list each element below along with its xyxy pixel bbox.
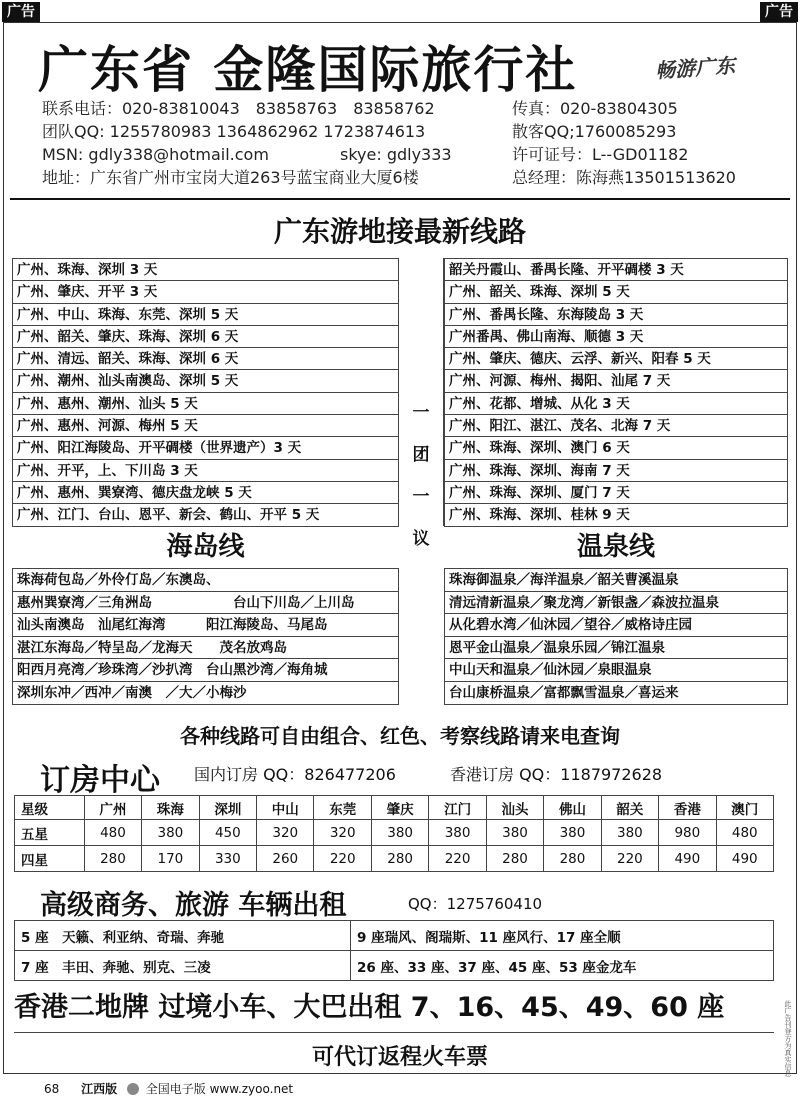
route-item: 广州、潮州、汕头南澳岛、深圳 5 天	[13, 370, 398, 392]
edition: 江西版	[81, 1082, 118, 1096]
train-ticket-note: 可代订返程火车票	[311, 1045, 488, 1070]
hotspring-item: 中山天和温泉／仙沐园／泉眼温泉	[445, 659, 787, 682]
route-item: 广州、清远、韶关、珠海、深圳 6 天	[13, 348, 398, 370]
route-item: 广州、花都、增城、从化 3 天	[445, 393, 787, 415]
fax: 传真：020-83804305	[512, 99, 678, 118]
table-cell: 220	[429, 846, 486, 872]
table-cell: 220	[314, 846, 371, 872]
route-item: 广州、开平，上、下川岛 3 天	[13, 460, 398, 482]
routes-right	[444, 258, 788, 527]
table-cell: 280	[84, 846, 141, 872]
island-item: 惠州巽寮湾／三角洲岛 台山下川岛／上川岛	[13, 592, 398, 615]
table-header: 中山	[257, 796, 314, 820]
table-cell: 480	[716, 820, 773, 846]
hotel-price-table	[14, 795, 774, 872]
hk-hotel-qq: 香港订房 QQ：1187972628	[450, 765, 663, 784]
table-header: 汕头	[486, 796, 543, 820]
table-cell: 450	[199, 820, 256, 846]
table-header: 香港	[659, 796, 716, 820]
table-cell: 380	[486, 820, 543, 846]
car-rental-table	[14, 920, 774, 981]
route-item: 广州、江门、台山、恩平、新会、鹤山、开平 5 天	[13, 504, 398, 526]
island-item: 深圳东冲／西冲／南澳 ／大／小梅沙	[13, 682, 398, 705]
table-cell: 7 座 丰田、奔驰、别克、三凌	[15, 951, 351, 981]
route-item: 广州、番禺长隆、东海陵岛 3 天	[445, 304, 787, 326]
table-header-row	[15, 796, 774, 820]
page-number: 68	[44, 1082, 60, 1096]
table-row	[15, 820, 774, 846]
table-cell: 490	[716, 846, 773, 872]
hotspring-item: 珠海御温泉／海洋温泉／韶关曹溪温泉	[445, 569, 787, 592]
team-qq: 团队QQ: 1255780983 1364862962 1723874613	[42, 122, 426, 141]
islands-title: 海岛线	[166, 532, 245, 562]
ad-tag-left: 广告	[2, 2, 40, 22]
table-header: 肇庆	[371, 796, 428, 820]
islands-list	[12, 568, 399, 705]
side-note: 此广告刊登方为真实信息	[784, 1000, 792, 1077]
header-divider	[10, 198, 790, 200]
hotsprings-title: 温泉线	[576, 532, 655, 562]
island-item: 珠海荷包岛／外伶仃岛／东澳岛、	[13, 569, 398, 592]
hotspring-item: 清远清新温泉／聚龙湾／新银盏／森波拉温泉	[445, 592, 787, 615]
middle-char: 议	[412, 529, 430, 549]
car-rental-qq: QQ：1275760410	[408, 895, 543, 913]
route-item: 广州、中山、珠海、东莞、深圳 5 天	[13, 304, 398, 326]
middle-char: 一	[412, 487, 430, 507]
route-item: 广州、惠州、潮州、汕头 5 天	[13, 393, 398, 415]
table-cell: 490	[659, 846, 716, 872]
table-cell: 260	[257, 846, 314, 872]
domestic-hotel-qq: 国内订房 QQ：826477206	[194, 765, 396, 784]
table-cell: 26 座、33 座、37 座、45 座、53 座金龙车	[351, 951, 774, 981]
address: 地址：广东省广州市宝岗大道263号蓝宝商业大厦6楼	[42, 168, 419, 187]
route-item: 广州、韶关、珠海、深圳 5 天	[445, 281, 787, 303]
table-cell: 480	[84, 820, 141, 846]
hotsprings-list	[444, 568, 788, 705]
table-header: 珠海	[142, 796, 199, 820]
agency-title: 广东省 金隆国际旅行社	[38, 41, 578, 99]
skype: skye: gdly333	[340, 145, 452, 164]
hotspring-item: 从化碧水湾／仙沐园／望谷／威格诗庄园	[445, 614, 787, 637]
table-cell: 320	[314, 820, 371, 846]
table-cell: 280	[486, 846, 543, 872]
routes-title: 广东游地接最新线路	[273, 215, 526, 248]
table-cell: 5 座 天籁、利亚纳、奇瑞、奔驰	[15, 921, 351, 951]
table-header: 江门	[429, 796, 486, 820]
island-item: 湛江东海岛／特呈岛／龙海天 茂名放鸡岛	[13, 637, 398, 660]
island-item: 汕头南澳岛 汕尾红海湾 阳江海陵岛、马尾岛	[13, 614, 398, 637]
middle-char: 团	[412, 445, 430, 465]
publisher-logo-icon	[127, 1083, 139, 1095]
hk-plate-rental: 香港二地牌 过境小车、大巴出租 7、16、45、49、60 座	[14, 992, 725, 1023]
route-item: 广州、韶关、肇庆、珠海、深圳 6 天	[13, 326, 398, 348]
table-cell: 380	[429, 820, 486, 846]
route-item: 广州、珠海、深圳、海南 7 天	[445, 460, 787, 482]
table-cell: 五星	[15, 820, 85, 846]
table-header: 澳门	[716, 796, 773, 820]
routes-left	[12, 258, 399, 527]
slogan: 畅游广东	[654, 53, 736, 83]
hotspring-item: 台山康桥温泉／富都飘雪温泉／喜运来	[445, 682, 787, 705]
route-item: 广州、惠州、河源、梅州 5 天	[13, 415, 398, 437]
single-qq: 散客QQ;1760085293	[512, 122, 677, 141]
table-cell: 四星	[15, 846, 85, 872]
island-item: 阳西月亮湾／珍珠湾／沙扒湾 台山黑沙湾／海角城	[13, 659, 398, 682]
table-header: 佛山	[544, 796, 601, 820]
table-cell: 9 座瑞风、阁瑞斯、11 座风行、17 座全顺	[351, 921, 774, 951]
bottom-divider	[14, 1032, 774, 1033]
table-cell: 220	[601, 846, 658, 872]
table-header: 东莞	[314, 796, 371, 820]
table-cell: 980	[659, 820, 716, 846]
middle-char: 一	[412, 403, 430, 423]
route-item: 广州、惠州、巽寮湾、德庆盘龙峡 5 天	[13, 482, 398, 504]
route-item: 广州、肇庆、德庆、云浮、新兴、阳春 5 天	[445, 348, 787, 370]
phone: 联系电话：020-83810043 83858763 83858762	[42, 99, 435, 118]
table-cell: 320	[257, 820, 314, 846]
license: 许可证号：L--GD01182	[512, 145, 689, 164]
table-cell: 280	[544, 846, 601, 872]
route-item: 广州、河源、梅州、揭阳、汕尾 7 天	[445, 370, 787, 392]
route-item: 广州、珠海、深圳 3 天	[13, 259, 398, 281]
car-rental-title: 高级商务、旅游 车辆出租	[40, 890, 347, 921]
table-cell: 380	[601, 820, 658, 846]
manager: 总经理：陈海燕13501513620	[512, 168, 736, 187]
group-negotiable-column	[398, 258, 444, 549]
website: 全国电子版 www.zyoo.net	[145, 1082, 294, 1096]
route-item: 广州番禺、佛山南海、顺德 3 天	[445, 326, 787, 348]
ad-tag-right: 广告	[760, 2, 798, 22]
table-row	[15, 846, 774, 872]
table-cell: 380	[544, 820, 601, 846]
table-row	[15, 951, 774, 981]
hotspring-item: 恩平金山温泉／温泉乐园／锦江温泉	[445, 637, 787, 660]
route-item: 广州、珠海、深圳、厦门 7 天	[445, 482, 787, 504]
route-item: 广州、肇庆、开平 3 天	[13, 281, 398, 303]
footer	[44, 1080, 293, 1097]
table-cell: 280	[371, 846, 428, 872]
table-cell: 170	[142, 846, 199, 872]
table-header: 深圳	[199, 796, 256, 820]
combo-note: 各种线路可自由组合、红色、考察线路请来电查询	[180, 724, 620, 748]
msn: MSN: gdly338@hotmail.com	[42, 145, 269, 164]
table-cell: 380	[142, 820, 199, 846]
table-cell: 330	[199, 846, 256, 872]
table-row	[15, 921, 774, 951]
route-item: 韶关丹霞山、番禺长隆、开平碉楼 3 天	[445, 259, 787, 281]
table-header: 韶关	[601, 796, 658, 820]
table-header: 星级	[15, 796, 85, 820]
table-cell: 380	[371, 820, 428, 846]
route-item: 广州、阳江海陵岛、开平碉楼（世界遗产）3 天	[13, 437, 398, 459]
route-item: 广州、珠海、深圳、桂林 9 天	[445, 504, 787, 526]
route-item: 广州、阳江、湛江、茂名、北海 7 天	[445, 415, 787, 437]
hotel-title: 订房中心	[40, 763, 160, 798]
route-item: 广州、珠海、深圳、澳门 6 天	[445, 437, 787, 459]
table-header: 广州	[84, 796, 141, 820]
